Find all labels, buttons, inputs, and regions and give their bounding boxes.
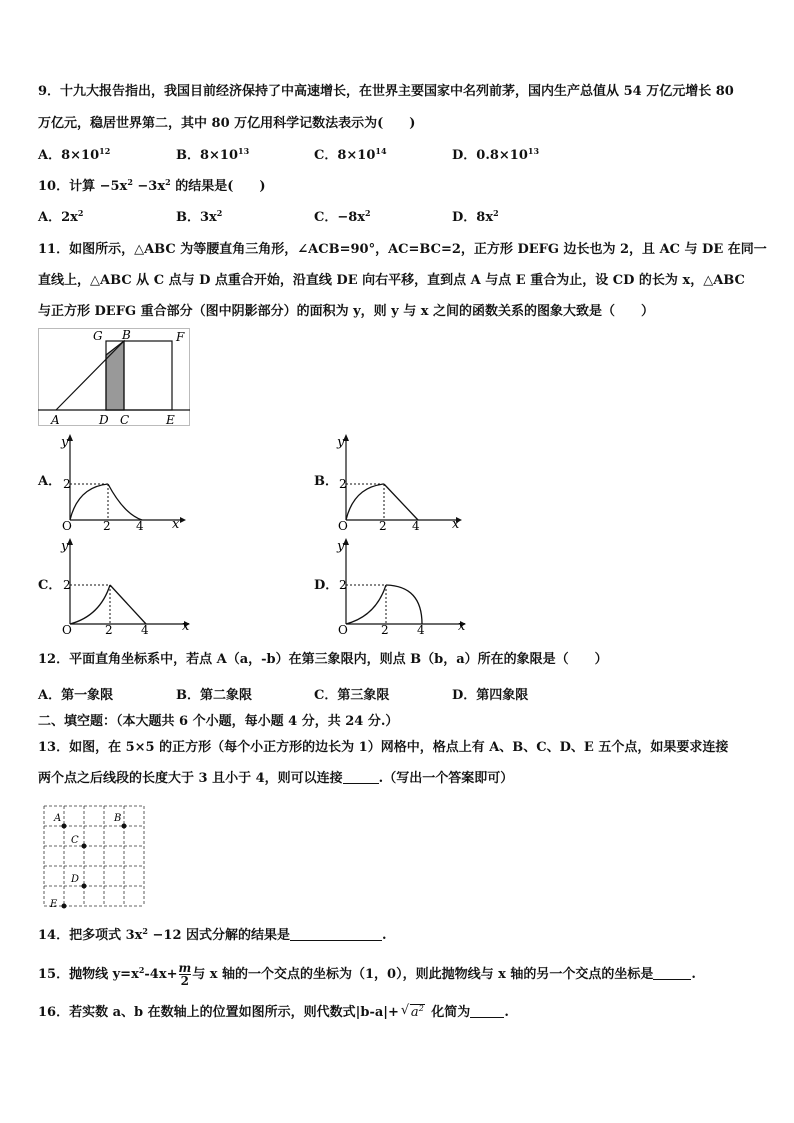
q12-option-d[interactable]: D．第四象限 <box>452 688 529 703</box>
svg-text:2: 2 <box>379 519 387 533</box>
q11-geometry-figure <box>38 328 190 426</box>
point-e <box>62 904 67 909</box>
q11-option-d[interactable]: D． <box>314 578 339 593</box>
label-b: B <box>122 328 131 342</box>
svg-text:y: y <box>337 539 345 554</box>
svg-text:x: x <box>452 517 460 532</box>
section-heading: 二、填空题：（本大题共 6 个小题，每小题 4 分，共 24 分.） <box>38 714 399 729</box>
svg-text:4: 4 <box>141 623 149 637</box>
q13-answer-blank[interactable] <box>343 783 379 784</box>
label-c: C <box>120 413 130 427</box>
q11-option-c[interactable]: C． <box>38 578 62 593</box>
shaded-overlap-region <box>106 341 124 410</box>
q11-graph-d[interactable] <box>336 536 472 637</box>
q10-option-d[interactable]: D．$8x^2$ <box>452 208 499 225</box>
point-a <box>62 824 67 829</box>
svg-text:y: y <box>61 539 69 554</box>
label-d: D <box>99 413 109 427</box>
point-d <box>82 884 87 889</box>
sqrt-expression: √ $a^2$ <box>400 1003 424 1020</box>
svg-text:4: 4 <box>136 519 144 533</box>
q9-option-b[interactable]: B．$8\times 10^{13}$ <box>176 146 250 163</box>
svg-text:O: O <box>338 519 348 533</box>
q12-option-a[interactable]: A．第一象限 <box>38 688 114 703</box>
label-e: E <box>166 413 175 427</box>
q10-option-c[interactable]: C．$-8x^2$ <box>314 208 371 225</box>
q15-answer-blank[interactable] <box>653 979 691 980</box>
svg-text:2: 2 <box>103 519 111 533</box>
svg-text:2: 2 <box>63 578 71 592</box>
q11-graph-b[interactable] <box>336 432 466 533</box>
label-g: G <box>93 329 103 343</box>
q13-line2: 两个点之后线段的长度大于 3 且小于 4，则可以连接 .（写出一个答案即可） <box>38 771 514 786</box>
q9-option-a[interactable]: A．$8\times 10^{12}$ <box>38 146 111 163</box>
q11-graph-c[interactable] <box>60 536 196 637</box>
q16-stem: 16．若实数 a、b 在数轴上的位置如图所示，则代数式|b-a|+ √ $a^2$ 化简为 . <box>38 1003 509 1020</box>
q13-grid-figure <box>42 804 146 908</box>
svg-text:A: A <box>54 813 62 824</box>
q11-line2: 直线上，△ABC 从 C 点与 D 点重合开始，沿直线 DE 向右平移，直到点 A 与点 E 重合为止，设 CD 的长为 x，△ABC <box>38 273 745 288</box>
q12-option-b[interactable]: B．第二象限 <box>176 688 252 703</box>
q11-graph-a[interactable] <box>60 432 190 533</box>
q13-line1: 13．如图，在 5×5 的正方形（每个小正方形的边长为 1）网格中，格点上有 A、B、C、D、E 五个点，如果要求连接 <box>38 740 729 755</box>
q9-line1: 9．十九大报告指出，我国目前经济保持了中高速增长，在世界主要国家中名列前茅，国内生产总值从 54 万亿元增长 80 <box>38 84 734 99</box>
svg-text:x: x <box>172 517 180 532</box>
svg-text:2: 2 <box>339 477 347 491</box>
q10-option-a[interactable]: A．$2x^2$ <box>38 208 84 225</box>
q14-answer-blank[interactable] <box>290 940 382 941</box>
svg-text:y: y <box>337 435 345 450</box>
svg-text:4: 4 <box>412 519 420 533</box>
svg-text:2: 2 <box>105 623 113 637</box>
q11-option-b[interactable]: B． <box>314 474 338 489</box>
svg-text:B: B <box>114 813 122 824</box>
point-b <box>122 824 127 829</box>
q11-option-a[interactable]: A． <box>38 474 62 489</box>
svg-text:2: 2 <box>339 578 347 592</box>
radical-sign: √ <box>400 1003 410 1018</box>
q9-line2: 万亿元，稳居世界第二，其中 80 万亿用科学记数法表示为( ) <box>38 116 416 131</box>
q10-option-b[interactable]: B．$3x^2$ <box>176 208 223 225</box>
svg-text:D: D <box>71 874 80 885</box>
svg-text:C: C <box>71 835 79 846</box>
q12-option-c[interactable]: C．第三象限 <box>314 688 390 703</box>
q16-answer-blank[interactable] <box>470 1017 504 1018</box>
label-f: F <box>176 330 185 344</box>
q11-line3: 与正方形 DEFG 重合部分（图中阴影部分）的面积为 y，则 y 与 x 之间的函数关系的图象大致是（ ） <box>38 304 655 319</box>
q15-stem: 15．抛物线 $y=x^2-4x+$ $\frac{m}{2}$ 与 x 轴的一个交点的坐标为（1，0），则此抛物线与 x 轴的另一个交点的坐标是 . <box>38 961 696 988</box>
svg-text:2: 2 <box>381 623 389 637</box>
svg-text:x: x <box>182 619 190 634</box>
point-c <box>82 844 87 849</box>
svg-text:O: O <box>62 623 72 637</box>
svg-text:4: 4 <box>417 623 425 637</box>
q12-stem: 12．平面直角坐标系中，若点 A（a，-b）在第三象限内，则点 B（b，a）所在的象限是（ ） <box>38 652 608 667</box>
q9-option-c[interactable]: C．$8\times 10^{14}$ <box>314 146 387 163</box>
q10-stem: 10．计算 $-5x^2 -3x^2$ 的结果是( ) <box>38 177 266 194</box>
svg-text:x: x <box>458 619 466 634</box>
fraction-m-over-2: $\frac{m}{2}$ <box>178 961 192 988</box>
q14-stem: 14．把多项式 $3x^2 -12$ 因式分解的结果是 . <box>38 926 387 943</box>
label-a: A <box>51 413 60 427</box>
svg-text:O: O <box>62 519 72 533</box>
q9-option-d[interactable]: D．$0.8\times 10^{13}$ <box>452 146 540 163</box>
q11-line1: 11．如图所示，△ABC 为等腰直角三角形，∠ACB=90°，AC=BC=2，正方形 DEFG 边长也为 2，且 AC 与 DE 在同一 <box>38 242 767 257</box>
svg-text:2: 2 <box>63 477 71 491</box>
svg-text:O: O <box>338 623 348 637</box>
svg-text:y: y <box>61 435 69 450</box>
svg-text:E: E <box>50 899 58 910</box>
